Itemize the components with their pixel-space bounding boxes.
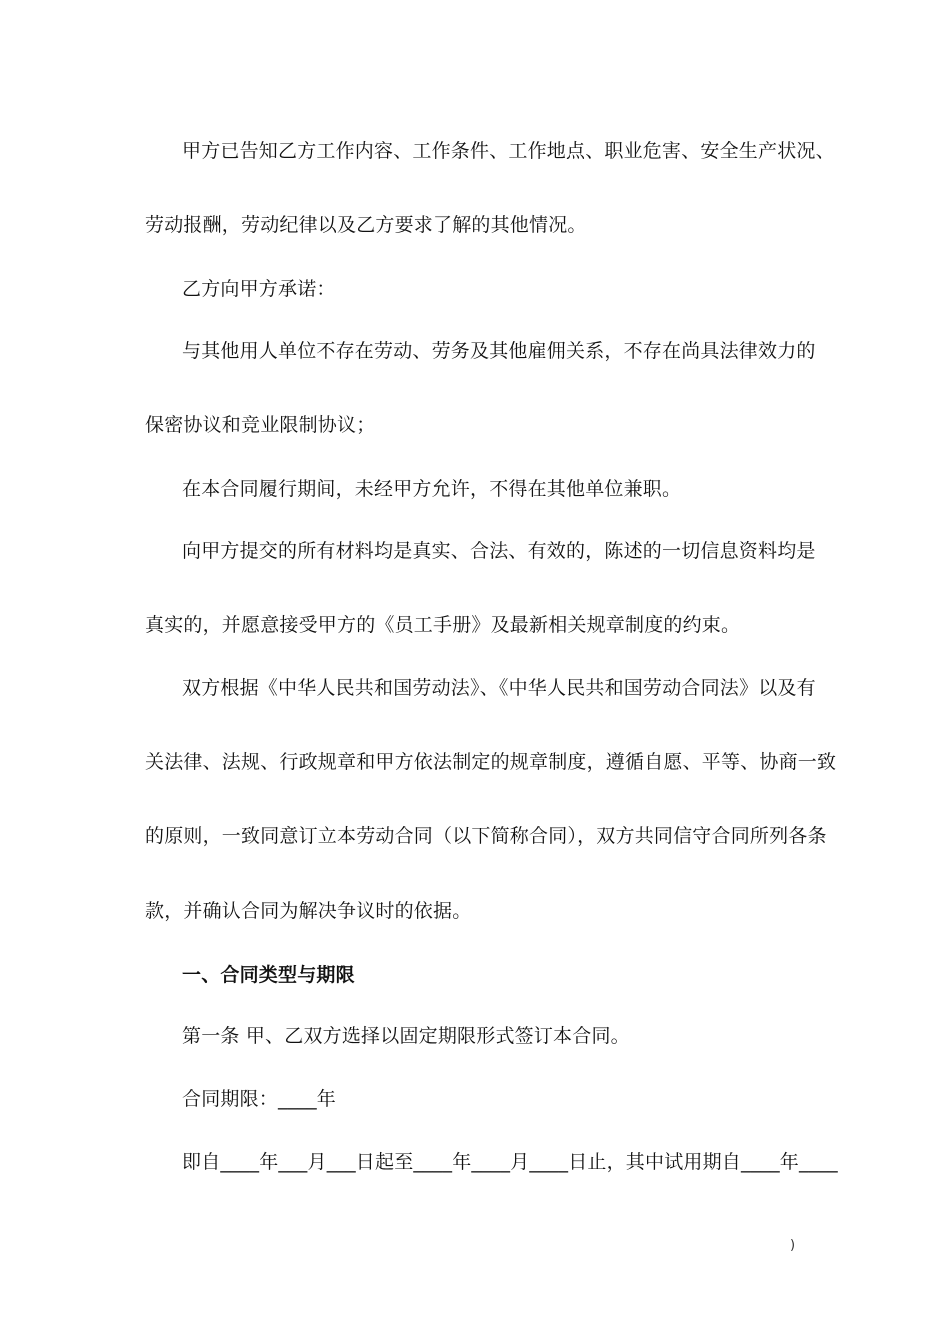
paragraph-3-line-2: 保密协议和竞业限制协议；: [145, 414, 376, 436]
contract-term-line: 合同期限：____年: [182, 1088, 337, 1110]
paragraph-5-line-2: 真实的，并愿意接受甲方的《员工手册》及最新相关规章制度的约束。: [145, 614, 741, 636]
paragraph-6-line-1: 双方根据《中华人民共和国劳动法》、《中华人民共和国劳动合同法》以及有: [182, 677, 816, 699]
paragraph-2: 乙方向甲方承诺：: [182, 278, 336, 300]
paragraph-6-line-2: 关法律、法规、行政规章和甲方依法制定的规章制度，遵循自愿、平等、协商一致: [145, 751, 837, 773]
footer-mark: ): [790, 1238, 796, 1253]
paragraph-6-line-4: 款，并确认合同为解决争议时的依据。: [145, 900, 472, 922]
paragraph-1-line-1: 甲方已告知乙方工作内容、工作条件、工作地点、职业危害、安全生产状况、: [182, 140, 835, 162]
contract-period-line: 即自____年___月___日起至____年____月____日止，其中试用期自____年____: [182, 1151, 838, 1173]
paragraph-3-line-1: 与其他用人单位不存在劳动、劳务及其他雇佣关系，不存在尚具法律效力的: [182, 340, 816, 362]
paragraph-6-line-3: 的原则，一致同意订立本劳动合同（以下简称合同），双方共同信守合同所列各条: [145, 825, 827, 847]
section-heading: 一、合同类型与期限: [182, 964, 355, 986]
paragraph-5-line-1: 向甲方提交的所有材料均是真实、合法、有效的，陈述的一切信息资料均是: [182, 540, 816, 562]
article-1: 第一条 甲、乙双方选择以固定期限形式签订本合同。: [182, 1025, 630, 1047]
paragraph-1-line-2: 劳动报酬，劳动纪律以及乙方要求了解的其他情况。: [145, 214, 587, 236]
paragraph-4: 在本合同履行期间，未经甲方允许，不得在其他单位兼职。: [182, 478, 682, 500]
